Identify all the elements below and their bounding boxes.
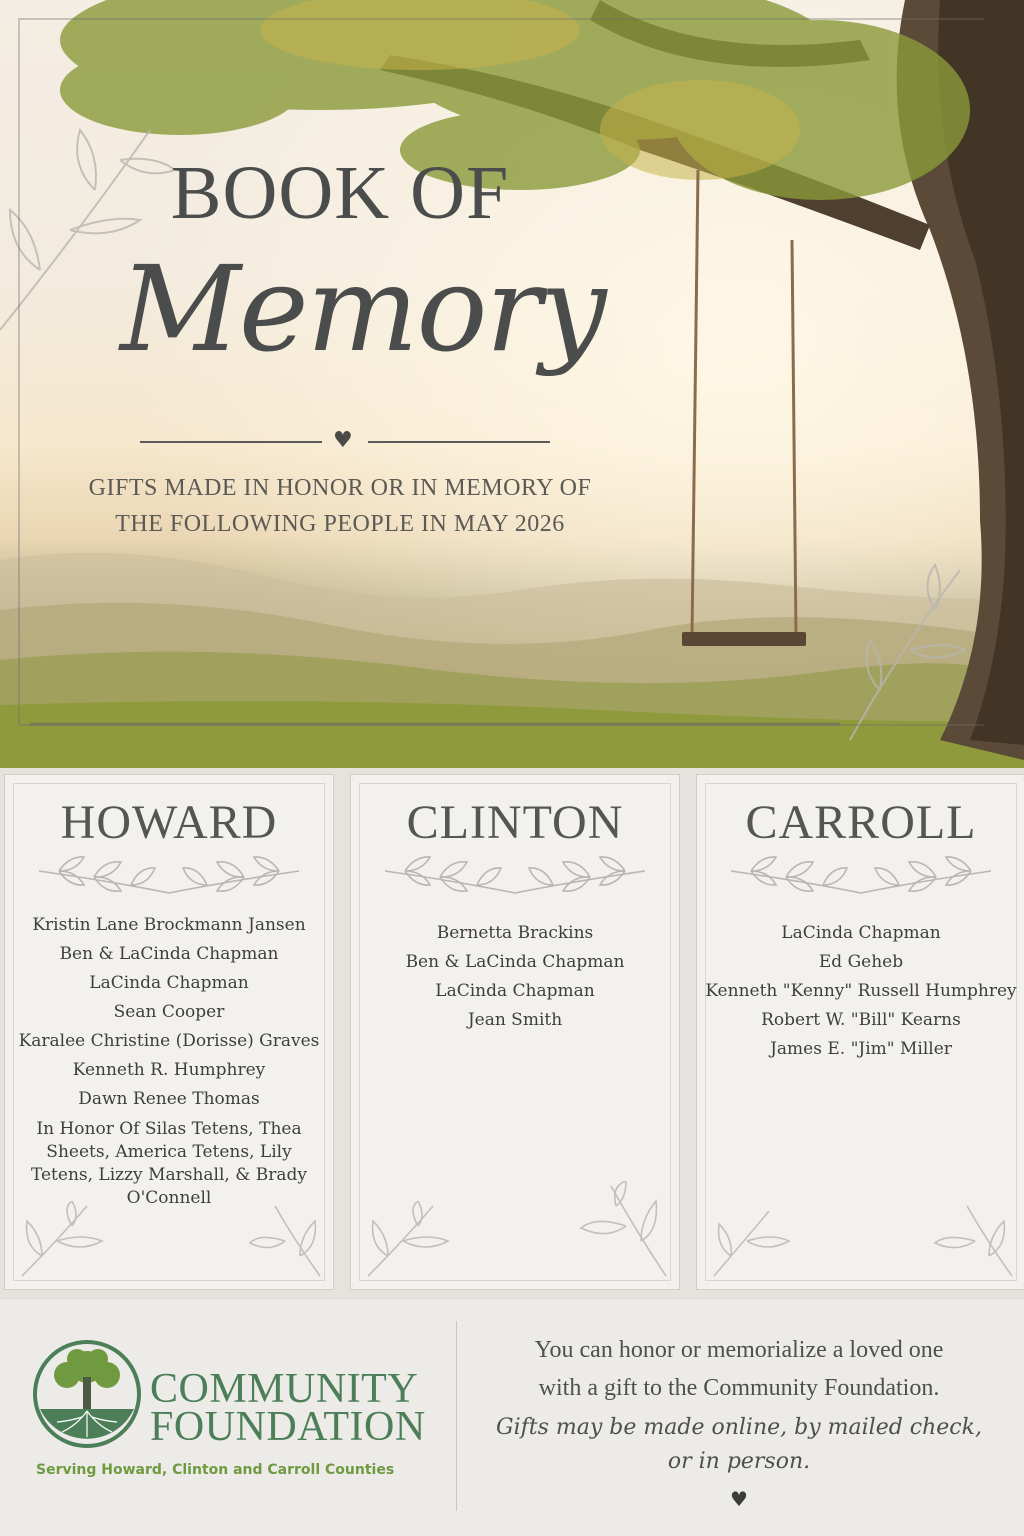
leaf-corner-left-icon (709, 1201, 799, 1281)
title-divider (140, 428, 550, 453)
list-item: Sean Cooper (113, 1002, 225, 1022)
leaf-corner-right-icon (927, 1201, 1017, 1281)
county-title: HOWARD (60, 796, 278, 849)
list-item: Karalee Christine (Dorisse) Graves (18, 1031, 320, 1051)
list-item: LaCinda Chapman (781, 923, 941, 943)
name-list (351, 919, 679, 1035)
list-item: Kenneth "Kenny" Russell Humphrey (705, 981, 1017, 1001)
message-line-1: You can honor or memorialize a loved one (534, 1337, 944, 1363)
script-line-2: or in person. (667, 1449, 811, 1474)
script-line-1: Gifts may be made online, by mailed check, (496, 1415, 982, 1440)
list-item: Ben & LaCinda Chapman (405, 952, 625, 972)
list-item: LaCinda Chapman (435, 981, 595, 1001)
list-item: James E. "Jim" Miller (770, 1039, 952, 1059)
list-item: Ben & LaCinda Chapman (59, 944, 279, 964)
laurel-icon (19, 841, 319, 901)
divider-line-left (140, 441, 322, 443)
list-item: Bernetta Brackins (436, 923, 594, 943)
leaf-corner-left-icon (17, 1201, 127, 1281)
leaf-corner-left-icon (363, 1201, 473, 1281)
footer-message (478, 1331, 1000, 1407)
county-card-howard (4, 774, 334, 1290)
county-title: CLINTON (406, 796, 624, 849)
footer-script-text (478, 1411, 1000, 1479)
name-list (697, 919, 1024, 1064)
list-item: LaCinda Chapman (89, 973, 249, 993)
list-item: Kenneth R. Humphrey (72, 1060, 266, 1080)
county-title: CARROLL (745, 796, 977, 849)
heart-icon: ♥ (730, 1487, 748, 1511)
list-item: Jean Smith (467, 1010, 563, 1030)
laurel-icon (365, 841, 665, 901)
county-card-carroll (696, 774, 1024, 1290)
footer-divider (456, 1321, 457, 1511)
divider-line-right (368, 441, 550, 443)
message-line-2: with a gift to the Community Foundation. (538, 1375, 940, 1401)
subtitle-line-1: GIFTS MADE IN HONOR OR IN MEMORY OF (88, 475, 592, 501)
list-item-honor-group: In Honor Of Silas Tetens, Thea Sheets, America Tetens, Lily Tetens, Lizzy Marshall, & Brady O'Connell (30, 1119, 308, 1208)
subtitle-line-2: THE FOLLOWING PEOPLE IN MAY 2026 (115, 511, 565, 537)
heart-icon: ♥ (333, 428, 353, 453)
list-item: Robert W. "Bill" Kearns (761, 1010, 961, 1030)
org-tagline: Serving Howard, Clinton and Carroll Counties (36, 1462, 395, 1478)
org-name-line-2: FOUNDATION (150, 1404, 426, 1450)
leaf-corner-right-icon (571, 1181, 671, 1281)
county-card-clinton (350, 774, 680, 1290)
laurel-icon (711, 841, 1011, 901)
list-item: Kristin Lane Brockmann Jansen (32, 915, 306, 935)
county-columns (0, 768, 1024, 1298)
org-name-line-1: COMMUNITY (150, 1366, 419, 1412)
name-list (5, 911, 333, 1210)
title-book-of: BOOK OF (170, 151, 510, 235)
tree-logo-icon (32, 1337, 152, 1457)
title-memory: Memory (120, 240, 605, 378)
subtitle (60, 470, 620, 542)
footer (0, 1298, 1024, 1536)
list-item: Dawn Renee Thomas (78, 1089, 260, 1109)
list-item: Ed Geheb (818, 952, 904, 972)
leaf-corner-right-icon (245, 1201, 325, 1281)
